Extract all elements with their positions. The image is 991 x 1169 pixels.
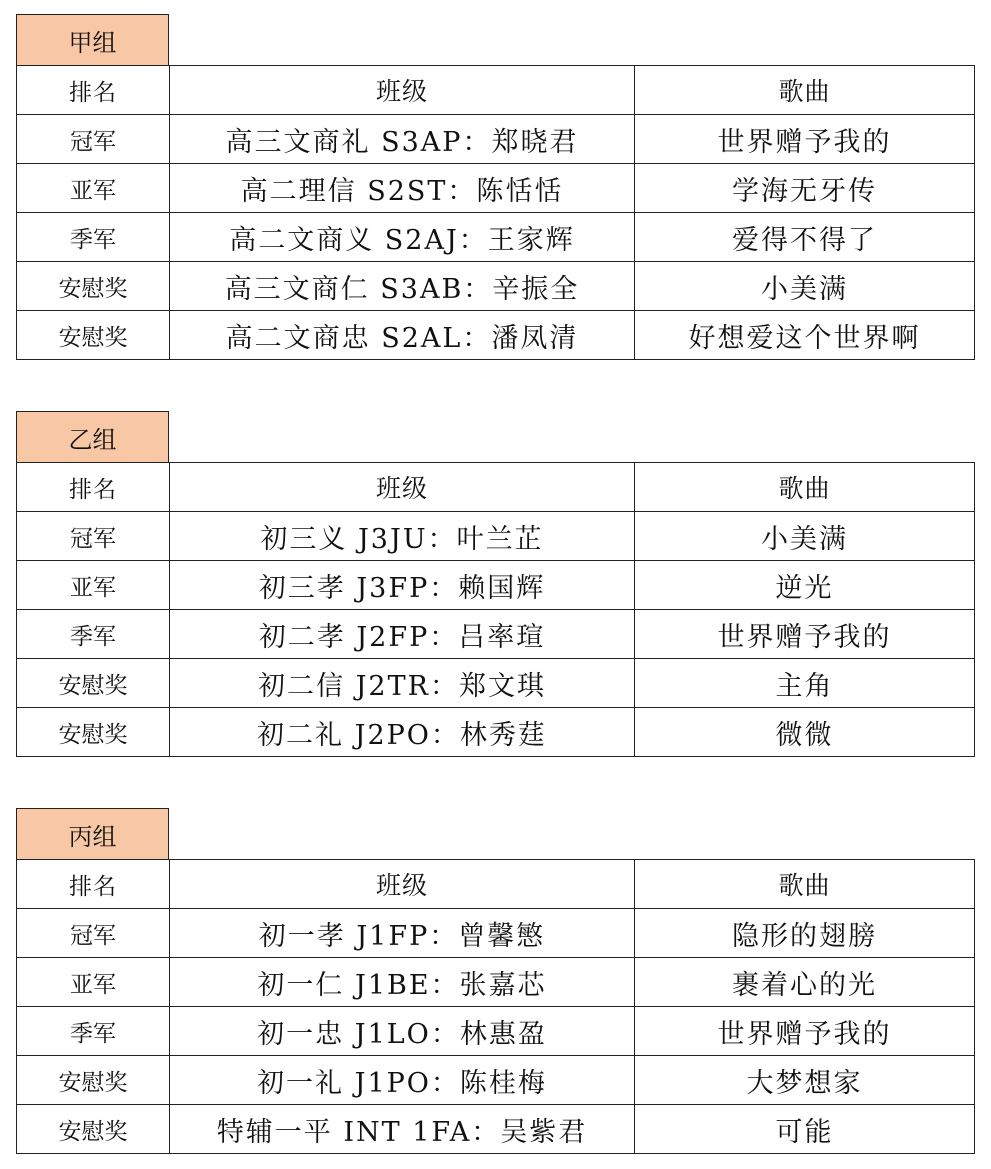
class-cell: 初一孝 J1FP：曾馨慜: [170, 909, 635, 958]
class-cell: 初一仁 J1BE：张嘉芯: [170, 958, 635, 1007]
group-yi: [16, 411, 974, 757]
table-row: [17, 1007, 975, 1056]
group-bing: [16, 808, 974, 1154]
table-row: [17, 958, 975, 1007]
rank-cell: 季军: [17, 213, 170, 262]
song-cell: 裹着心的光: [635, 958, 975, 1007]
class-cell: 高二文商忠 S2AL：潘凤清: [170, 311, 635, 360]
rank-cell: 安慰奖: [17, 262, 170, 311]
rank-cell: 季军: [17, 1007, 170, 1056]
table-row: [17, 115, 975, 164]
song-cell: 微微: [635, 708, 975, 757]
class-cell: 特辅一平 INT 1FA：吴紫君: [170, 1105, 635, 1154]
song-cell: 小美满: [635, 262, 975, 311]
song-cell: 好想爱这个世界啊: [635, 311, 975, 360]
table-row: [17, 561, 975, 610]
table-row: [17, 262, 975, 311]
rank-cell: 亚军: [17, 561, 170, 610]
song-cell: 大梦想家: [635, 1056, 975, 1105]
table-row: [17, 164, 975, 213]
table-header-row: [17, 860, 975, 909]
results-table: [16, 65, 975, 360]
song-cell: 可能: [635, 1105, 975, 1154]
table-row: [17, 659, 975, 708]
rank-cell: 安慰奖: [17, 1056, 170, 1105]
class-cell: 初三孝 J3FP：赖国辉: [170, 561, 635, 610]
song-cell: 爱得不得了: [635, 213, 975, 262]
header-class: 班级: [170, 463, 635, 512]
header-rank: 排名: [17, 463, 170, 512]
class-cell: 高二文商义 S2AJ：王家辉: [170, 213, 635, 262]
table-header-row: [17, 66, 975, 115]
rank-cell: 亚军: [17, 164, 170, 213]
rank-cell: 冠军: [17, 115, 170, 164]
table-row: [17, 1056, 975, 1105]
table-row: [17, 512, 975, 561]
header-song: 歌曲: [635, 66, 975, 115]
table-row: [17, 213, 975, 262]
rank-cell: 安慰奖: [17, 708, 170, 757]
rank-cell: 安慰奖: [17, 659, 170, 708]
song-cell: 隐形的翅膀: [635, 909, 975, 958]
header-class: 班级: [170, 860, 635, 909]
class-cell: 初一忠 J1LO：林惠盈: [170, 1007, 635, 1056]
song-cell: 小美满: [635, 512, 975, 561]
song-cell: 世界赠予我的: [635, 115, 975, 164]
song-cell: 逆光: [635, 561, 975, 610]
group-jia: [16, 14, 974, 360]
header-rank: 排名: [17, 860, 170, 909]
header-song: 歌曲: [635, 860, 975, 909]
table-row: [17, 311, 975, 360]
table-header-row: [17, 463, 975, 512]
rank-cell: 季军: [17, 610, 170, 659]
song-cell: 主角: [635, 659, 975, 708]
header-song: 歌曲: [635, 463, 975, 512]
table-row: [17, 610, 975, 659]
rank-cell: 安慰奖: [17, 311, 170, 360]
class-cell: 初二信 J2TR：郑文琪: [170, 659, 635, 708]
rank-cell: 安慰奖: [17, 1105, 170, 1154]
header-rank: 排名: [17, 66, 170, 115]
song-cell: 学海无牙传: [635, 164, 975, 213]
rank-cell: 冠军: [17, 909, 170, 958]
class-cell: 初二孝 J2FP：吕率瑄: [170, 610, 635, 659]
rank-cell: 亚军: [17, 958, 170, 1007]
class-cell: 高二理信 S2ST：陈恬恬: [170, 164, 635, 213]
group-label: 丙组: [16, 808, 169, 859]
table-row: [17, 708, 975, 757]
class-cell: 初二礼 J2PO：林秀莛: [170, 708, 635, 757]
header-class: 班级: [170, 66, 635, 115]
class-cell: 高三文商礼 S3AP：郑晓君: [170, 115, 635, 164]
rank-cell: 冠军: [17, 512, 170, 561]
table-row: [17, 1105, 975, 1154]
song-cell: 世界赠予我的: [635, 1007, 975, 1056]
class-cell: 初三义 J3JU：叶兰芷: [170, 512, 635, 561]
table-row: [17, 909, 975, 958]
group-label: 甲组: [16, 14, 169, 65]
results-table: [16, 859, 975, 1154]
class-cell: 高三文商仁 S3AB：辛振全: [170, 262, 635, 311]
class-cell: 初一礼 J1PO：陈桂梅: [170, 1056, 635, 1105]
results-table: [16, 462, 975, 757]
song-cell: 世界赠予我的: [635, 610, 975, 659]
group-label: 乙组: [16, 411, 169, 462]
